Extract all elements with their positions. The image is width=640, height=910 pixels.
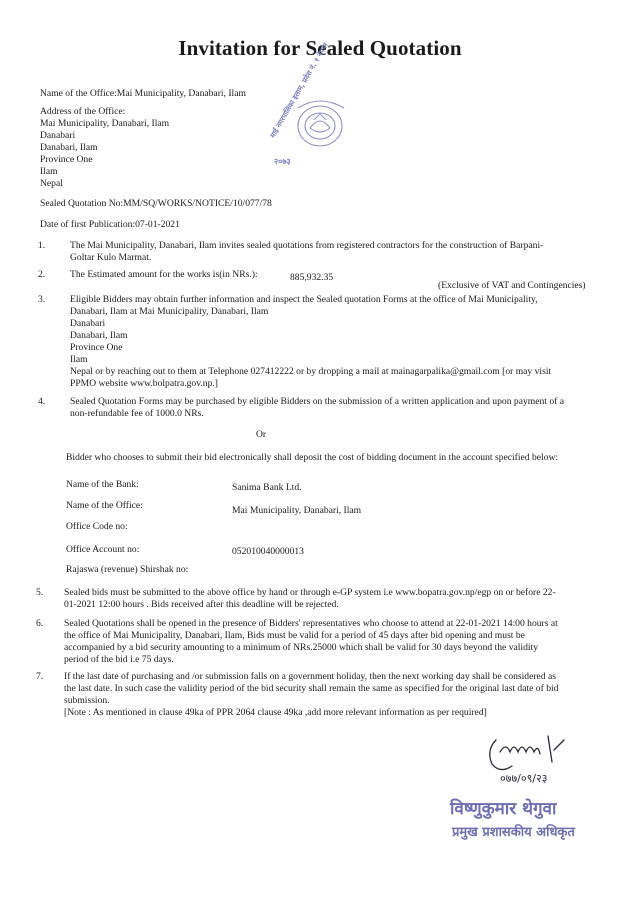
seal-text: माई नगरपालिका इलाम, प्रदेश नं. १ नेपाल bbox=[268, 41, 330, 140]
item-6-line: accompanied by a bid security amounting to a minimum of NRs.25000 which shall be valid for 30 days beyond the validity bbox=[64, 642, 539, 653]
item-6-line: the office of Mai Municipality, Danabari, Ilam, Bids must be valid for a period of 45 days after bid opening and must be bbox=[64, 630, 525, 641]
office-code-label: Office Code no: bbox=[66, 521, 128, 532]
address-line: Nepal bbox=[40, 178, 63, 189]
item-7-text bbox=[64, 671, 558, 719]
item-7-line: If the last date of purchasing and /or submission falls on a government holiday, then the next working day shall be considered as bbox=[64, 671, 557, 682]
item-3-line: Ilam bbox=[70, 354, 88, 365]
bank-name-value: Sanima Bank Ltd. bbox=[232, 482, 302, 493]
office-address bbox=[40, 106, 169, 190]
seal-year: २०७३ bbox=[274, 157, 291, 166]
office-name-value: Mai Municipality, Danabari, Ilam bbox=[232, 505, 362, 516]
address-line: Province One bbox=[40, 154, 93, 165]
electronic-bid-instruction: Bidder who chooses to submit their bid electronically shall deposit the cost of bidding document in the account specified below: bbox=[66, 452, 559, 463]
office-account-label: Office Account no: bbox=[66, 544, 140, 555]
item-number: 5. bbox=[36, 587, 44, 598]
rajaswa-label: Rajaswa (revenue) Shirshak no: bbox=[66, 564, 189, 575]
item-6-text bbox=[64, 618, 558, 666]
item-1-line: The Mai Municipality, Danabari, Ilam invites sealed quotations from registered contractors for the construction of Barpani- bbox=[70, 240, 544, 251]
or-separator: Or bbox=[256, 429, 267, 440]
publication-date: Date of first Publication:07-01-2021 bbox=[40, 219, 180, 230]
item-number: 3. bbox=[38, 294, 46, 305]
item-number: 2. bbox=[38, 269, 46, 280]
address-line: Ilam bbox=[40, 166, 58, 177]
estimated-amount-label: The Estimated amount for the works is(in NRs.): bbox=[70, 269, 258, 280]
handwritten-signature bbox=[482, 732, 582, 792]
municipality-seal bbox=[262, 41, 368, 170]
item-3-line: Province One bbox=[70, 342, 123, 353]
estimated-amount-note: (Exclusive of VAT and Contingencies) bbox=[438, 280, 586, 291]
address-heading: Address of the Office: bbox=[40, 106, 126, 117]
office-name-line: Name of the Office:Mai Municipality, Danabari, Ilam bbox=[40, 88, 246, 99]
office-name-label: Name of the Office: bbox=[66, 500, 143, 511]
item-7-line: submission. bbox=[64, 695, 110, 706]
item-3-line: Nepal or by reaching out to them at Telephone 027412222 or by dropping a mail at mainagarpalika@gmail.com [or may visit bbox=[70, 366, 552, 377]
office-account-value: 052010040000013 bbox=[232, 546, 304, 557]
item-4-text bbox=[70, 396, 564, 420]
page-title: Invitation for Sealed Quotation bbox=[178, 36, 462, 60]
item-3-line: PPMO website www.bolpatra.gov.np.] bbox=[70, 378, 218, 389]
item-number: 6. bbox=[36, 618, 44, 629]
item-1-text bbox=[70, 240, 543, 264]
officer-title: प्रमुख प्रशासकीय अधिकृत bbox=[452, 825, 575, 840]
item-number: 4. bbox=[38, 396, 46, 407]
item-6-line: Sealed Quotations shall be opened in the presence of Bidders' representatives who choose to attend at 22-01-2021 14:00 hours at bbox=[64, 618, 558, 629]
item-7-note: [Note : As mentioned in clause 49ka of PPR 2064 clause 49ka ,add more relevant information as per required] bbox=[64, 707, 487, 718]
item-5-line: 01-2021 12:00 hours . Bids received after this deadline will be rejected. bbox=[64, 599, 339, 610]
item-4-line: Sealed Quotation Forms may be purchased by eligible Bidders on the submission of a written application and upon payment of a bbox=[70, 396, 564, 407]
officer-name: विष्णुकुमार थेगुवा bbox=[450, 799, 557, 819]
item-6-line: period of the bid i.e 75 days. bbox=[64, 654, 174, 665]
bank-name-label: Name of the Bank: bbox=[66, 479, 139, 490]
item-3-line: Danabari, Ilam at Mai Municipality, Danabari, Ilam bbox=[70, 306, 269, 317]
address-line: Danabari bbox=[40, 130, 76, 141]
item-3-line: Eligible Bidders may obtain further information and inspect the Sealed quotation Forms at the office of Mai Municipality, bbox=[70, 294, 538, 305]
address-line: Mai Municipality, Danabari, Ilam bbox=[40, 118, 170, 129]
item-3-text bbox=[70, 294, 551, 390]
item-3-line: Danabari, Ilam bbox=[70, 330, 128, 341]
item-5-text bbox=[64, 587, 556, 611]
quotation-number: Sealed Quotation No:MM/SQ/WORKS/NOTICE/10/077/78 bbox=[40, 198, 272, 209]
item-4-line: non-refundable fee of 1000.0 NRs. bbox=[70, 408, 204, 419]
item-5-line: Sealed bids must be submitted to the above office by hand or through e-GP system i.e www.bopatra.gov.np/egp on or before 22- bbox=[64, 587, 556, 598]
signature-date: ०७७/०९/२३ bbox=[500, 772, 548, 785]
officer-stamp bbox=[448, 790, 598, 848]
item-7-line: the last date. In such case the validity period of the bid security shall remain the same as specified for the original last date of bid bbox=[64, 683, 559, 694]
item-number: 7. bbox=[36, 671, 44, 682]
estimated-amount-value: 885,932.35 bbox=[290, 272, 334, 283]
item-3-line: Danabari bbox=[70, 318, 106, 329]
item-number: 1. bbox=[38, 240, 46, 251]
address-line: Danabari, Ilam bbox=[40, 142, 98, 153]
item-1-line: Goltar Kulo Marmat. bbox=[70, 252, 152, 263]
